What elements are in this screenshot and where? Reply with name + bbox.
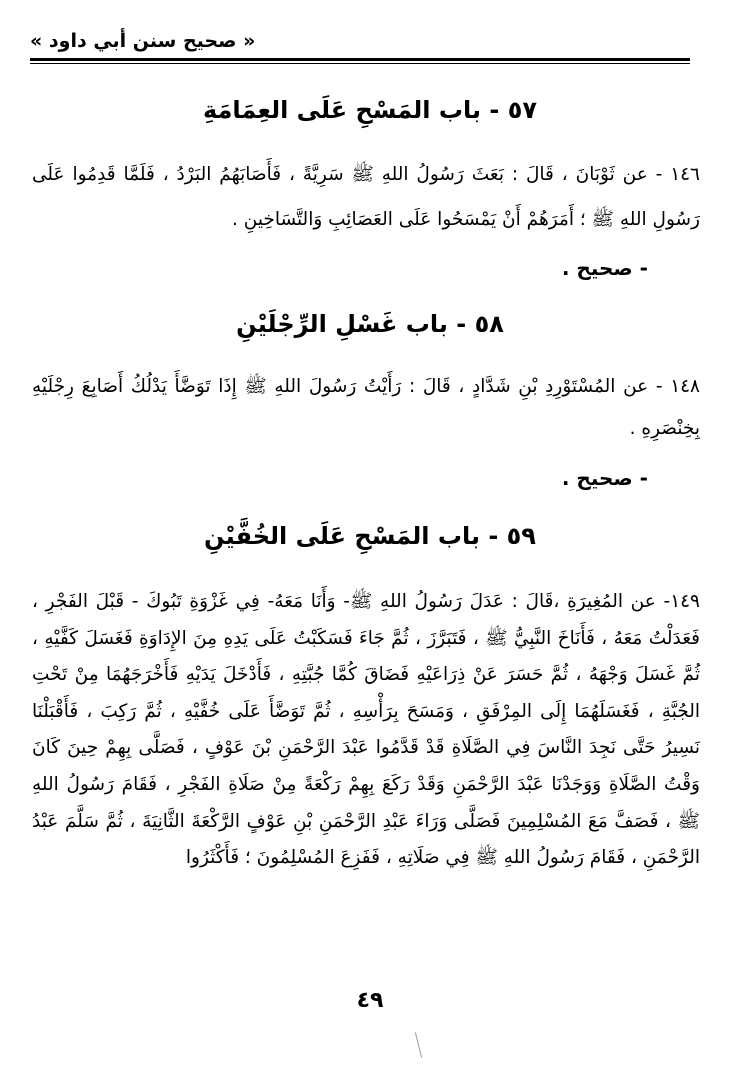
grade-146: - صحيح . [561,256,648,280]
page-number: ٤٩ [356,988,384,1013]
running-head: « صحيح سنن أبي داود » [30,30,256,52]
margin-mark [415,1032,422,1057]
header-rule-thick [30,58,690,61]
hadith-148: ١٤٨ - عن المُسْتَوْرِدِ بْنِ شَدَّادٍ ، قَالَ : رَأَيْتُ رَسُولَ اللهِ ﷺ إِذَا تَوَضَّأَ يَدْلُكُ أَصَابِعَ رِجْلَيْهِ بِخِنْصَرِهِ . [32,376,700,439]
header-rule-thin [30,63,690,64]
chapter-heading-57: ٥٧ - باب المَسْحِ عَلَى العِمَامَةِ [203,96,537,124]
chapter-heading-59: ٥٩ - باب المَسْحِ عَلَى الخُفَّيْنِ [204,522,536,550]
chapter-heading-58: ٥٨ - باب غَسْلِ الرِّجْلَيْنِ [236,310,504,338]
hadith-146: ١٤٦ - عن ثَوْبَانَ ، قَالَ : بَعَثَ رَسُولُ اللهِ ﷺ سَرِيَّةً ، فَأَصَابَهُمُ البَرْدُ ، فَلَمَّا قَدِمُوا عَلَى رَسُولِ اللهِ ﷺ ؛ أَمَرَهُمْ أَنْ يَمْسَحُوا عَلَى العَصَائِبِ وَالتَّسَاخِينِ . [32,164,700,230]
hadith-149: ١٤٩- عن المُغِيرَةِ ،قَالَ : عَدَلَ رَسُولُ اللهِ ﷺ- وَأَنَا مَعَهُ- فِي غَزْوَةِ تَبُوكَ - قَبْلَ الفَجْرِ ، فَعَدَلْتُ مَعَهُ ، فَأَنَاخَ النَّبِيُّ ﷺ ، فَتَبَرَّزَ ، ثُمَّ جَاءَ فَسَكَبْتُ عَلَى يَدِهِ مِنَ الإِدَاوَةِ فَغَسَلَ كَفَّيْهِ ، ثُمَّ غَسَلَ وَجْهَهُ ، ثُمَّ حَسَرَ عَنْ ذِرَاعَيْهِ فَضَاقَ كُمَّا جُبَّتِهِ ، فَأَدْخَلَ يَدَيْهِ فَأَخْرَجَهُمَا مِنْ تَحْتِ الجُبَّةِ ، فَغَسَلَهُمَا إِلَى المِرْفَقِ ، وَمَسَحَ بِرَأْسِهِ ، ثُمَّ تَوَضَّأَ عَلَى خُفَّيْهِ ، ثُمَّ رَكِبَ ، فَأَقْبَلْنَا نَسِيرُ حَتَّى نَجِدَ النَّاسَ فِي الصَّلَاةِ قَدْ قَدَّمُوا عَبْدَ الرَّحْمَنِ بْنَ عَوْفٍ ، فَصَلَّى بِهِمْ حِينَ كَانَ وَقْتُ الصَّلَاةِ وَوَجَدْنَا عَبْدَ الرَّحْمَنِ وَقَدْ رَكَعَ بِهِمْ رَكْعَةً مِنْ صَلَاةِ الفَجْرِ ، فَقَامَ رَسُولُ اللهِ ﷺ ، فَصَفَّ مَعَ المُسْلِمِينَ فَصَلَّى وَرَاءَ عَبْدِ الرَّحْمَنِ بْنِ عَوْفٍ الرَّكْعَةَ الثَّانِيَةَ ، ثُمَّ سَلَّمَ عَبْدُ الرَّحْمَنِ ، فَقَامَ رَسُولُ اللهِ ﷺ فِي صَلَاتِهِ ، فَفَزِعَ المُسْلِمُونَ ؛ فَأَكْثَرُوا [32,591,700,869]
grade-148: - صحيح . [561,466,648,490]
